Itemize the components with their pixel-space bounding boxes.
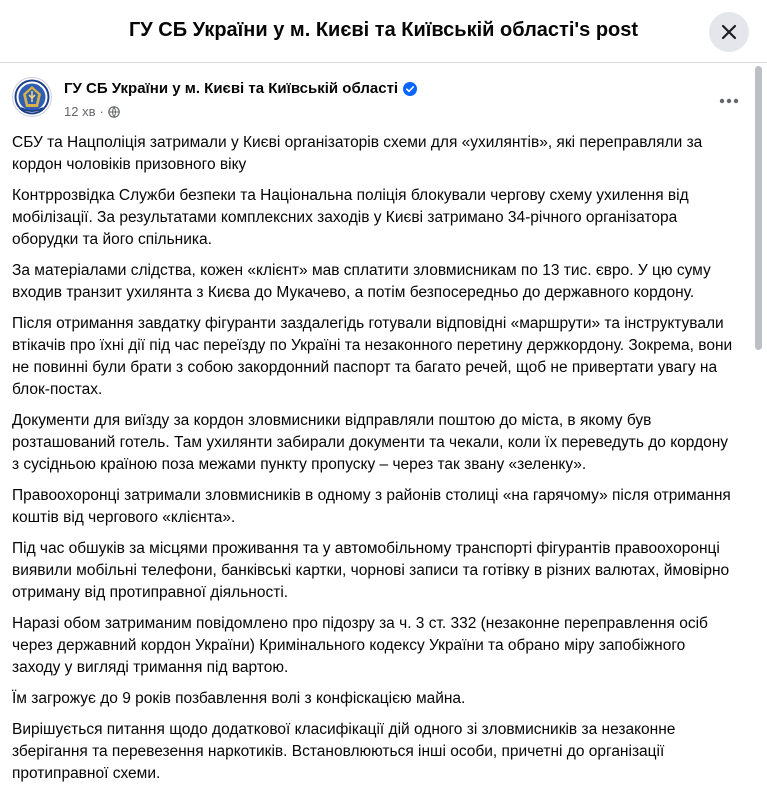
scrollbar-thumb[interactable] — [755, 66, 762, 350]
post-paragraph: Після отримання завдатку фігуранти заздалегідь готували відповідні «маршрути» та інструктували втікачів про їхні дії під час переїзду по Україні та незаконного перетину держкордону. Зокрема, вони не повинні були брати з собою закордонний паспорт та багато речей, щоб не привертати увагу на блок-постах. — [12, 315, 733, 398]
post-paragraph: Контррозвідка Служби безпеки та Національна поліція блокували чергову схему ухилення від мобілізації. За результатами комплексних заходів у Києві затримано 34-річного організатора оборудки та його спільника. — [12, 187, 689, 248]
post-paragraph: Документи для виїзду за кордон зловмисники відправляли поштою до міста, в якому був розташований готель. Там ухилянти забирали документи та чекали, коли їх переведуть до кордону з сусідньою країною поза межами пункту пропуску – через так звану «зеленку». — [12, 412, 729, 473]
close-button[interactable] — [709, 12, 749, 52]
page-avatar[interactable] — [12, 77, 52, 117]
close-icon — [721, 24, 737, 40]
dialog-header — [0, 0, 767, 63]
verified-badge-icon — [403, 82, 417, 96]
post-header — [12, 77, 747, 123]
post-timestamp[interactable]: 12 хв — [64, 104, 96, 119]
post-paragraph: За матеріалами слідства, кожен «клієнт» мав сплатити зловмисникам по 13 тис. євро. У цю суму входив транзит ухилянта з Києва до Мукачево, а потім безпосередньо до державного кордону. — [12, 262, 711, 301]
dialog-title: ГУ СБ України у м. Києві та Київській області's post — [128, 18, 639, 41]
author-name[interactable]: ГУ СБ України у м. Києві та Київській області — [64, 80, 399, 97]
post-paragraph: СБУ та Нацполіція затримали у Києві організаторів схеми для «ухилянтів», які переправляли за кордон чоловіків призовного віку — [12, 134, 703, 173]
post-paragraph: Під час обшуків за місцями проживання та у автомобільному транспорті фігурантів правоохоронці виявили мобільні телефони, банківські картки, чорнові записи та готівку в різних валютах, ймовірно отриману від протиправної діяльності. — [12, 540, 730, 601]
more-options-button[interactable] — [711, 83, 747, 119]
post-paragraph: Правоохоронці затримали зловмисників в одному з районів столиці «на гарячому» після отримання коштів від чергового «клієнта». — [12, 487, 731, 526]
author-line — [64, 80, 417, 97]
ssu-emblem-icon — [13, 78, 51, 116]
more-horizontal-icon — [719, 98, 739, 104]
meta-separator: · — [99, 104, 104, 119]
post-paragraph: Наразі обом затриманим повідомлено про підозру за ч. 3 ст. 332 (незаконне переправлення осіб через державний кордон України) Кримінального кодексу України та обрано міру запобіжного заходу у вигляді тримання під вартою. — [12, 615, 708, 676]
post-meta — [64, 104, 120, 119]
post-paragraph: Їм загрожує до 9 років позбавлення волі з конфіскацією майна. — [12, 690, 466, 707]
globe-icon[interactable] — [108, 106, 120, 118]
post-paragraph: Вирішується питання щодо додаткової класифікації дій одного зі зловмисників за незаконне зберігання та перевезення наркотиків. Встановлюються інші особи, причетні до організації протиправної схеми. — [12, 721, 676, 782]
post-text — [12, 132, 737, 794]
